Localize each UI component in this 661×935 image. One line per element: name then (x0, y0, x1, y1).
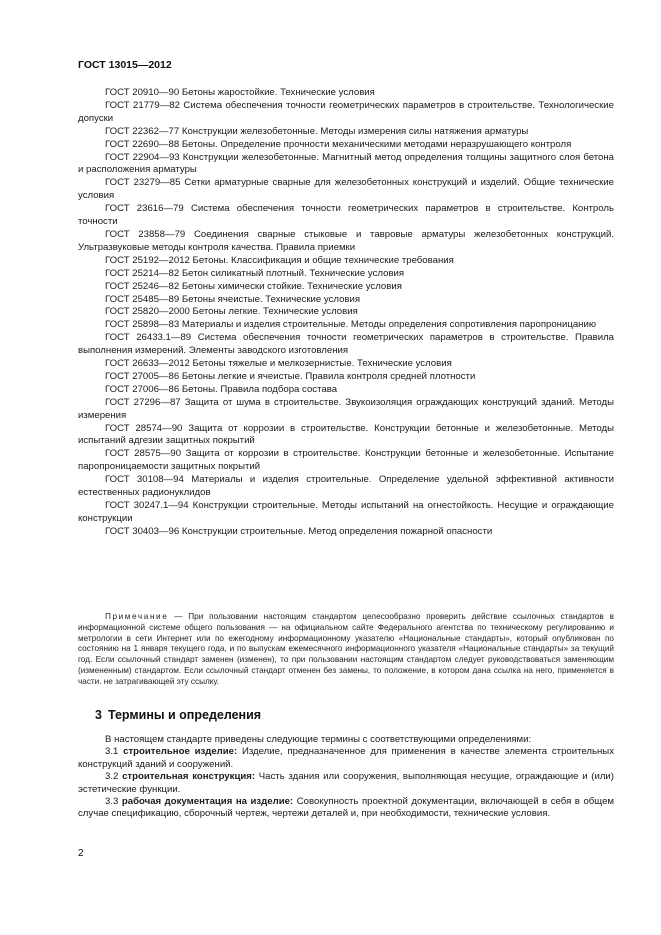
section-heading: Термины и определения (107, 708, 262, 722)
reference-item (78, 371, 614, 384)
reference-item (78, 294, 614, 307)
reference-title: Бетоны легкие и ячеистые. Правила контроля средней плотности (181, 370, 476, 382)
reference-title: Конструкции железобетонные. Методы измерения силы натяжения арматуры (181, 125, 529, 137)
term-definition: Изделие, предназначенное для применения в качестве элемента строительных конструкций зданий и сооружений. (78, 746, 614, 770)
reference-title: Система обеспечения точности геометрических параметров в строительстве. Технологические допуски (78, 99, 615, 124)
reference-item (78, 177, 614, 203)
reference-item (78, 281, 614, 294)
term-3-2: 3.2 строительная конструкция: Часть здания или сооружения, выполняющая несущие, ограждающие и (или) эстетические функции. (78, 771, 614, 795)
reference-title: Бетон силикатный плотный. Технические условия (181, 267, 405, 279)
reference-code: ГОСТ 23858—79 (105, 228, 186, 240)
reference-item (78, 87, 614, 100)
reference-code: ГОСТ 27006—86 (105, 383, 180, 395)
term-name: рабочая документация на изделие: (121, 796, 294, 808)
note-paragraph (78, 612, 614, 688)
reference-title: Бетоны легкие. Технические условия (192, 306, 358, 318)
section-intro: В настоящем стандарте приведены следующие термины с соответствующими определениями: (105, 734, 532, 745)
reference-code: ГОСТ 25898—83 (105, 319, 180, 331)
reference-item (78, 255, 614, 268)
reference-title: Конструкции железобетонные. Магнитный метод определения толщины защитного слоя бетона и расположения арматуры (78, 151, 615, 176)
reference-item (78, 229, 614, 255)
reference-title: Бетоны химически стойкие. Технические условия (181, 280, 402, 292)
reference-code: ГОСТ 30403—96 (105, 525, 180, 537)
reference-code: ГОСТ 22362—77 (105, 125, 180, 137)
section-body (78, 734, 614, 821)
reference-title: Соединения сварные стыковые и тавровые арматуры железобетонных конструкций. Ультразвуковые методы контроля качества. Правила приемки (78, 228, 615, 253)
note-text: — При пользовании настоящим стандартом целесообразно проверить действие ссылочных стандартов в информационной системе общего пользования — на официальном сайте Федерального агентства по техническому регулированию и метрологии в сети Интернет или по ежегодному информационному указателю «Национальные стандарты», который опубликован по состоянию на 1 января текущего года, и по выпускам ежемесячного информационного указателя «Национальные стандарты» за текущий год. Если ссылочный стандарт заменен (изменен), то при пользовании настоящим стандартом следует руководствоваться заменяющим (измененным) стандартом. Если ссылочный стандарт отменен без замены, то положение, в котором дана ссылка на него, применяется в части. не затрагивающей эту ссылку. (78, 612, 614, 686)
reference-title: Система обеспечения точности геометрических параметров в строительстве. Правила выполнения измерений. Элементы заводского изготовления (78, 332, 615, 357)
reference-code: ГОСТ 22904—93 (105, 151, 180, 163)
reference-item (78, 332, 614, 358)
reference-title: Бетоны. Правила подбора состава (181, 383, 338, 395)
term-name: строительное изделие: (123, 746, 238, 758)
reference-code: ГОСТ 26433.1—89 (105, 332, 192, 344)
reference-title: Бетоны тяжелые и мелкозернистые. Технические условия (192, 358, 452, 370)
reference-code: ГОСТ 27005—86 (105, 370, 180, 382)
reference-title: Материалы и изделия строительные. Определение удельной эффективной активности естественных радионуклидов (78, 474, 614, 499)
reference-code: ГОСТ 30108—94 (105, 474, 184, 486)
reference-item (78, 397, 614, 423)
reference-item (78, 319, 614, 332)
reference-title: Конструкции строительные. Методы испытаний на огнестойкость. Несущие и ограждающие конструкции (78, 500, 614, 524)
term-name: строительная конструкция: (122, 771, 256, 783)
reference-code: ГОСТ 22690—88 (105, 138, 180, 150)
reference-code: ГОСТ 28574—90 (105, 422, 183, 434)
reference-title: Защита от коррозии в строительстве. Конструкции бетонные и железобетонные. Испытание паропроницаемости защитных покрытий (78, 448, 614, 473)
reference-title: Бетоны. Определение прочности механическими методами неразрушающего контроля (181, 138, 572, 150)
reference-code: ГОСТ 28575—90 (105, 448, 182, 460)
reference-code: ГОСТ 21779—82 (105, 99, 180, 111)
reference-title: Бетоны. Классификация и общие технические требования (192, 254, 454, 266)
section-number: 3 (95, 708, 102, 722)
reference-title: Защита от шума в строительстве. Звукоизоляция ограждающих конструкций зданий. Методы измерения (78, 396, 614, 421)
reference-title: Материалы и изделия строительные. Методы определения сопротивления паропроницанию (181, 319, 597, 331)
note-label: Примечание (105, 612, 169, 621)
term-3-1: 3.1 строительное изделие: Изделие, предназначенное для применения в качестве элемента строительных конструкций зданий и сооружений. (78, 746, 614, 770)
reference-code: ГОСТ 27296—87 (105, 396, 181, 408)
reference-title: Бетоны жаростойкие. Технические условия (181, 87, 375, 98)
reference-item (78, 306, 614, 319)
section-title (95, 708, 261, 722)
reference-item (78, 100, 614, 126)
document-header: ГОСТ 13015—2012 (78, 59, 172, 71)
reference-title: Сетки арматурные сварные для железобетонных конструкций и изделий. Общие технические условия (78, 177, 614, 202)
reference-item (78, 152, 614, 178)
term-3-3: 3.3 рабочая документация на изделие: Совокупность проектной документации, включающей в себя в общем случае спецификацию, сборочный чертеж, чертежи деталей и, при необходимости, технические условия. (78, 796, 614, 820)
reference-code: ГОСТ 25820—2000 (105, 306, 190, 318)
reference-title: Конструкции строительные. Метод определения пожарной опасности (181, 525, 493, 537)
reference-code: ГОСТ 23279—85 (105, 177, 181, 189)
term-definition: Совокупность проектной документации, включающей в себя в общем случае спецификацию, сборочный чертеж, чертежи деталей и, при необходимости, технические условия. (78, 796, 614, 820)
reference-code: ГОСТ 23616—79 (105, 203, 184, 215)
term-definition: Часть здания или сооружения, выполняющая несущие, ограждающие и (или) эстетические функции. (78, 771, 614, 795)
reference-item (78, 384, 614, 397)
reference-code: ГОСТ 25485—89 (105, 293, 180, 305)
reference-item (78, 526, 614, 539)
reference-item (78, 423, 614, 449)
reference-item (78, 268, 614, 281)
reference-item (78, 474, 614, 500)
reference-item (78, 500, 614, 526)
reference-code: ГОСТ 26633—2012 (105, 358, 190, 370)
reference-code: ГОСТ 25192—2012 (105, 254, 190, 266)
reference-item (78, 139, 614, 152)
reference-item (78, 358, 614, 371)
reference-item (78, 203, 614, 229)
reference-title: Система обеспечения точности геометрических параметров в строительстве. Контроль точности (78, 203, 614, 228)
page-number: 2 (78, 848, 84, 859)
reference-code: ГОСТ 25246—82 (105, 280, 180, 292)
reference-code: ГОСТ 20910—90 (105, 87, 180, 98)
reference-code: ГОСТ 30247.1—94 (105, 500, 189, 511)
normative-references-list (78, 87, 614, 539)
reference-title: Защита от коррозии в строительстве. Конструкции бетонные и железобетонные. Методы испытаний адгезии защитных покрытий (78, 422, 615, 447)
reference-title: Бетоны ячеистые. Технические условия (181, 293, 361, 305)
reference-item (78, 448, 614, 474)
reference-item (78, 126, 614, 139)
reference-code: ГОСТ 25214—82 (105, 267, 180, 279)
